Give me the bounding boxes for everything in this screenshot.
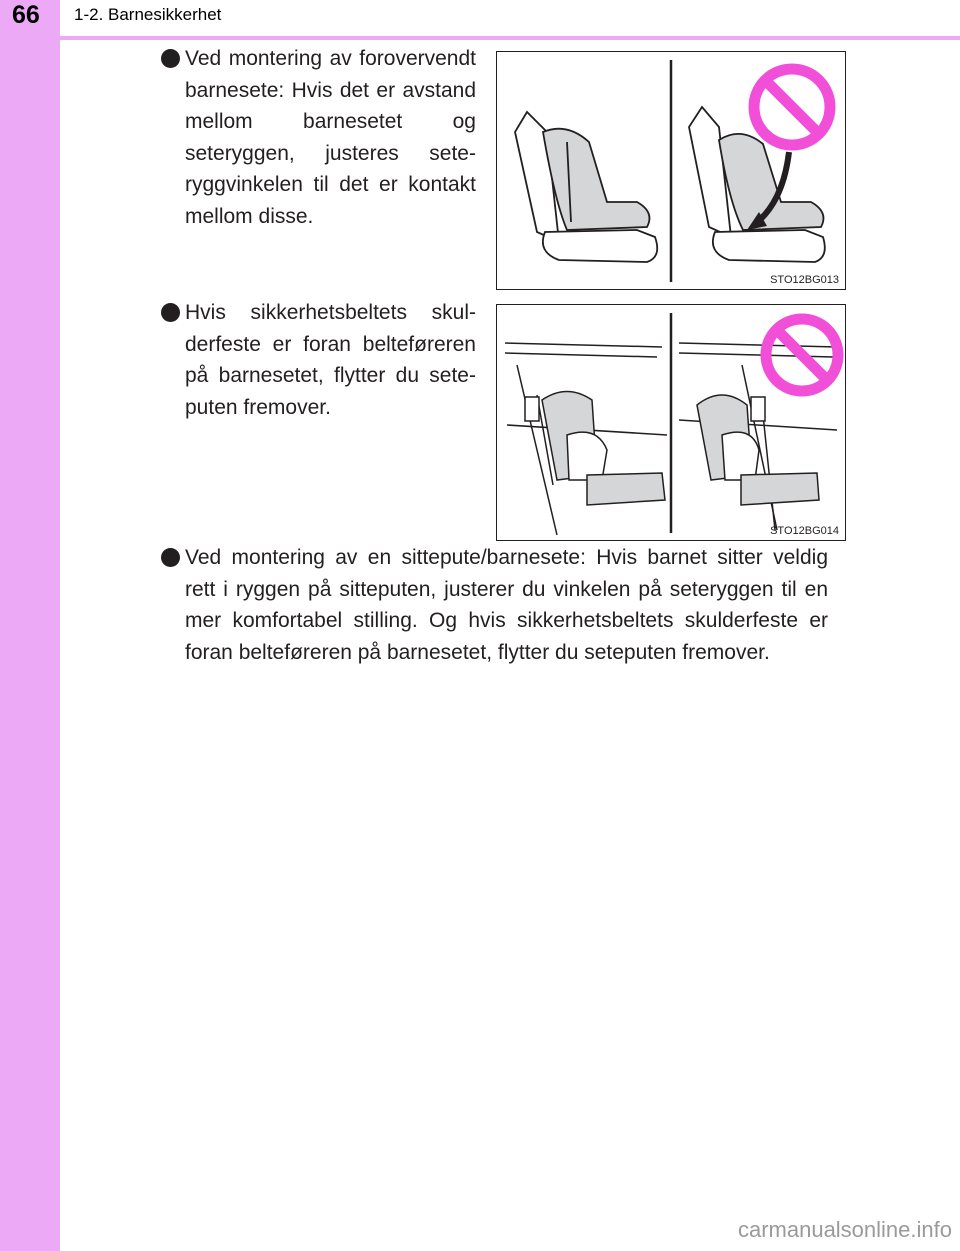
- bullet-text: Ved montering av forovervendt barnesete: Hvis det er avstand mellom barnesetet og seteryggen, justeres seteryggvinkelen til det er kontakt mellom disse.: [185, 47, 476, 228]
- figure-code: STO12BG013: [770, 274, 839, 286]
- header-rule: [0, 36, 960, 40]
- prohibited-icon: [754, 69, 830, 145]
- bullet-dot-icon: [161, 548, 180, 567]
- figure-seat-backrest: [496, 51, 846, 290]
- seatbelt-position-illustration: [497, 305, 844, 539]
- page-margin-strip: [0, 0, 60, 1251]
- bullet-dot-icon: [161, 303, 180, 322]
- seat-backrest-illustration: [497, 52, 844, 288]
- bullet-text: Ved montering av en sittepute/barnesete: Hvis barnet sitter veldig rett i ryggen på sitteputen, justerer du vinkelen på seteryggen til en mer komfortabel stilling. Og hvis sikkerhetsbeltets skulderfeste er foran belteføreren på barnesetet, flytter du seteputen fremover.: [185, 546, 828, 664]
- bullet-item: [161, 43, 476, 232]
- bullet-dot-icon: [161, 49, 180, 68]
- figure-code: STO12BG014: [770, 525, 839, 537]
- bullet-item: [161, 542, 828, 668]
- watermark: carmanualsonline.info: [737, 1217, 952, 1242]
- section-title: 1-2. Barnesikkerhet: [74, 5, 222, 24]
- bullet-item: [161, 297, 476, 423]
- bullet-text: Hvis sikkerhetsbeltets skulderfeste er foran belteføreren på barnesetet, flytter du seteputen fremover.: [185, 301, 476, 419]
- page-number: 66: [12, 1, 40, 29]
- figure-seatbelt-position: [496, 304, 846, 541]
